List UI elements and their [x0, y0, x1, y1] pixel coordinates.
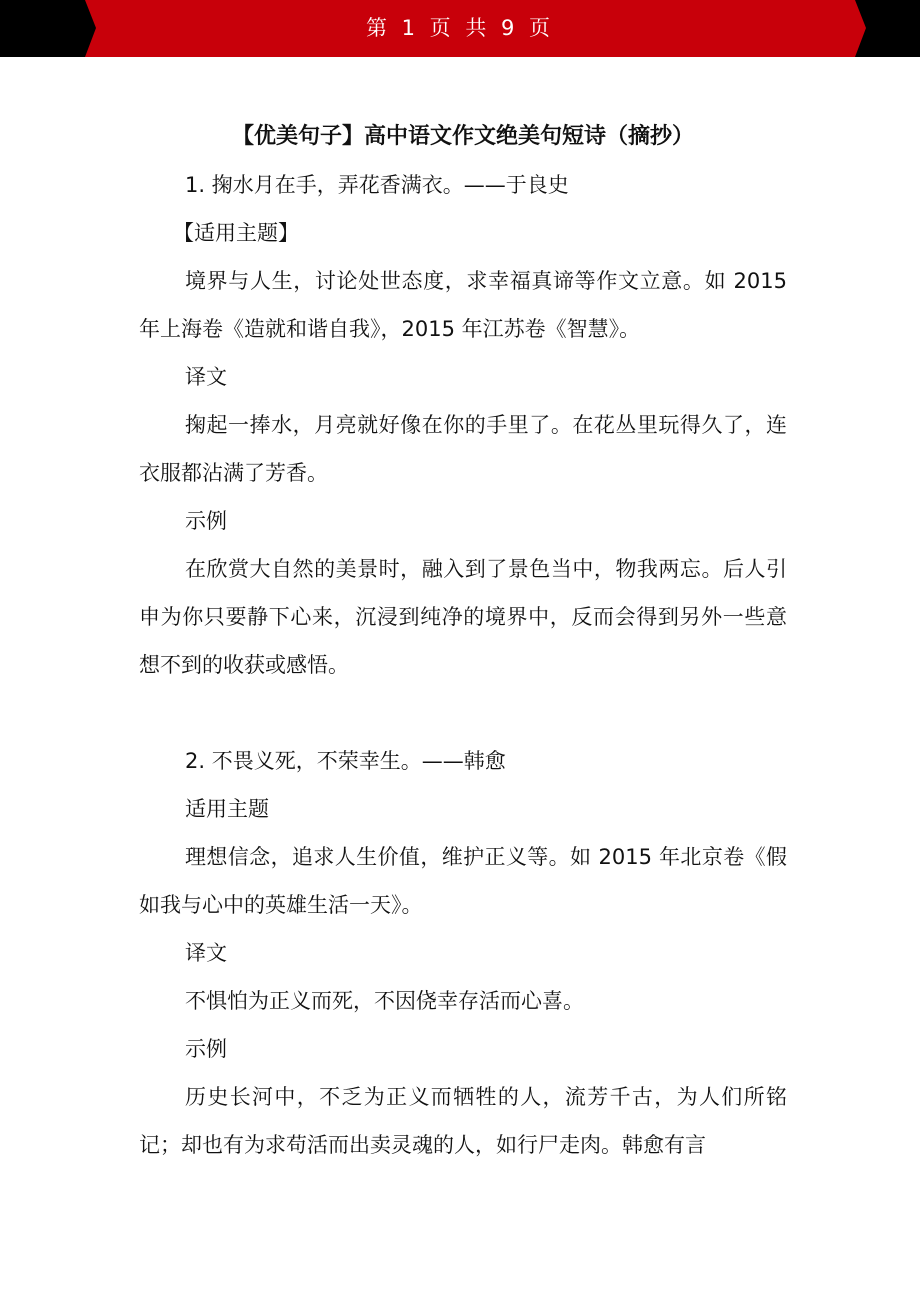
section1-translation-heading: 译文: [185, 365, 227, 389]
section2-example-text: 历史长河中，不乏为正义而牺牲的人，流芳千古，为人们所铭记；却也有为求苟活而出卖灵魂的人，如行尸走肉。韩愈有言: [139, 1085, 787, 1157]
section2-theme-heading: 适用主题: [185, 797, 269, 821]
section2-example-heading: 示例: [185, 1037, 227, 1061]
section1-translation-text: 掬起一捧水，月亮就好像在你的手里了。在花丛里玩得久了，连衣服都沾满了芳香。: [139, 413, 787, 485]
page-header-banner: [0, 0, 920, 57]
section1-theme-text: 境界与人生，讨论处世态度，求幸福真谛等作文立意。如 2015 年上海卷《造就和谐自我》，2015 年江苏卷《智慧》。: [139, 269, 787, 341]
document-title: 【优美句子】高中语文作文绝美句短诗（摘抄）: [231, 124, 694, 149]
section1-example-text: 在欣赏大自然的美景时，融入到了景色当中，物我两忘。后人引申为你只要静下心来，沉浸到纯净的境界中，反而会得到另外一些意想不到的收获或感悟。: [139, 557, 787, 677]
section2-quote: 2. 不畏义死，不荣幸生。——韩愈: [185, 749, 506, 773]
section2-translation-heading: 译文: [185, 941, 227, 965]
document-body: [139, 113, 787, 1169]
section2-theme-text: 理想信念，追求人生价值，维护正义等。如 2015 年北京卷《假如我与心中的英雄生活一天》。: [139, 845, 787, 917]
section-spacer: [139, 689, 787, 737]
section1-quote: 1. 掬水月在手，弄花香满衣。——于良史: [185, 173, 569, 197]
section2-translation-text: 不惧怕为正义而死，不因侥幸存活而心喜。: [185, 989, 584, 1013]
section1-theme-heading: 【适用主题】: [173, 221, 299, 245]
section1-example-heading: 示例: [185, 509, 227, 533]
page-indicator: 第 1 页 共 9 页: [365, 16, 555, 40]
